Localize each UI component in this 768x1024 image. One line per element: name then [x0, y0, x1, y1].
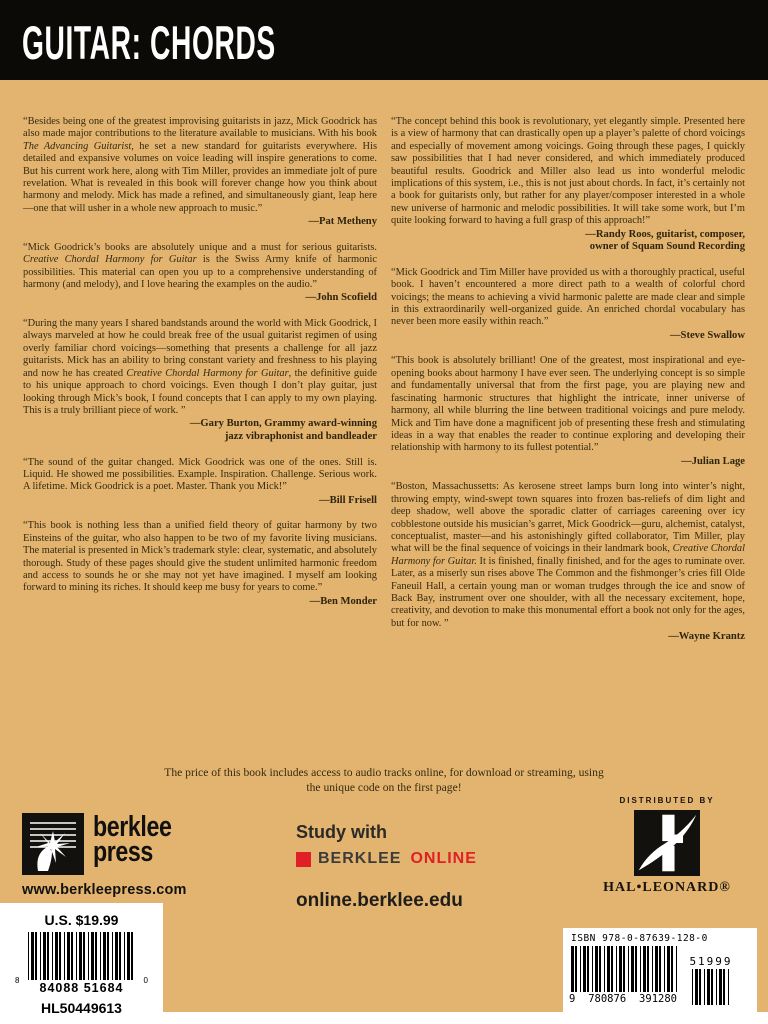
quote-text: “The concept behind this book is revolutionary, yet elegantly simple. Presented here is a view of harmony that can drastically open up a player’s palette of chord voicings and especially of movement among voicings. Going through these pages, I quickly saw possibilities that I had never considered, and which immediately produced beautiful results. Goodrick and Miller also lead us into wonderful melodic implications of this system, i.e., this is not just about chords. In fact, it’s certainly not a book for guitarists only, but rather for any player/composer interested in a whole new universe of harmonic and melodic possibilities. It will take some work, but I’m quite looking forward to having a full grasp of this approach!”	[391, 116, 745, 227]
berklee-online-url: online.berklee.edu	[296, 890, 463, 911]
quote-block	[391, 116, 745, 254]
quote-text: “Boston, Massachussetts: As kerosene street lamps burn long into winter’s night, throwing empty, wind-swept town squares into frozen bas-reliefs of dim light and deep shadow, well above the sporadic clatter of carriages careening over icy cobblestone outside his musician’s garret, Mick Goodrick—guru, alchemist, catalyst, conceptualist, master—and his astonishingly gifted collaborator, Tim Miller, play what will be the final sequence of voicings in their landmark book, Creative Chordal Harmony for Guitar. It is finished, finally finished, and for the ages to ruminate over. Later, as a miserly sun rises above The Common and the fishmonger’s cries fill Olde Faneuil Hall, a certain young man or woman trudges through the ice and snow of Back Bay, instrument over one shoulder, with all the necessary excitement, hope, creativity, and devotion to make this monumental effort a book not only for the ages, but for now. ”	[391, 481, 745, 629]
hal-leonard-block	[597, 796, 737, 896]
hal-leonard-logo-icon	[634, 810, 700, 876]
quote-block	[23, 242, 377, 305]
quote-text: “Mick Goodrick’s books are absolutely unique and a must for serious guitarists. Creative Chordal Harmony for Guitar is the Swiss Army knife of harmonic possibilities. This material can open you up to a comprehensive understanding of harmony (and melody), and I love hearing the examples on the audio.”	[23, 241, 377, 291]
quote-attribution: —Steve Swallow	[669, 329, 745, 341]
quote-block	[391, 481, 745, 643]
audio-access-note	[0, 766, 768, 796]
quote-attribution: —Bill Frisell	[319, 494, 377, 506]
quotes-column-right	[391, 116, 745, 657]
price-label: U.S. $19.99	[44, 912, 119, 928]
ean-barcode	[569, 946, 677, 992]
quote-attribution: —Gary Burton, Grammy award-winning jazz vibraphonist and bandleader	[189, 418, 377, 442]
berklee-press-wordmark-line2: press	[93, 836, 153, 868]
distributed-by-label: DISTRIBUTED BY	[619, 796, 715, 805]
upc-left-digit: 8	[15, 976, 20, 985]
audio-access-note-text: The price of this book includes access to audio tracks online, for download or streaming, using the unique code on the first page!	[164, 766, 604, 794]
ean-addon-digits: 51999	[689, 955, 733, 968]
berklee-press-block	[22, 813, 212, 898]
quote-block	[23, 520, 377, 608]
quote-attribution: —Wayne Krantz	[668, 631, 745, 643]
ean-digit-group-2: 780876	[588, 993, 627, 1005]
quote-block	[23, 457, 377, 508]
page-title: GUITAR: CHORDS	[22, 16, 276, 69]
quote-text: “During the many years I shared bandstands around the world with Mick Goodrick, I always marveled at how he could break free of the usual guitarist regimen of using overly familiar chord voicings—something that presents a challenge for all jazz guitarists. Mick has an ability to bring constant variety and freshness to his playing and now he has created Creative Chordal Harmony for Guitar, the definitive guide to his unique approach to chord voicings. Even though I don’t play guitar, just looking through Mick’s book, I found concepts that I can apply to my own playing. This is a truly brilliant piece of work. ”	[23, 318, 377, 416]
berklee-press-website: www.berkleepress.com	[22, 882, 187, 898]
berklee-online-square-icon	[296, 852, 311, 867]
berklee-online-brand-right: ONLINE	[410, 850, 477, 867]
quote-block	[23, 318, 377, 443]
ean-digit-group-1: 9	[569, 993, 576, 1005]
price-barcode-box	[0, 903, 163, 1024]
berklee-press-wordmark	[93, 811, 172, 868]
berklee-press-wordmark-line1: berklee	[93, 811, 172, 843]
quote-text: “Besides being one of the greatest improvising guitarists in jazz, Mick Goodrick has also made major contributions to the literature available to musicians. With his book The Advancing Guitarist, he set a new standard for guitarists everywhere. His detailed and expansive volumes on voice leading will inspire generations to come. But his current work here, along with Tim Miller, provides an immediate jolt of pure revelation. What is revealed in this book will forever change how you think about harmony and melody. Mick has made a refined, and simultaneously giant, leap here—one that will usher in a whole new approach to music.”	[23, 116, 377, 214]
quote-attribution: —Ben Monder	[309, 595, 377, 607]
upc-barcode	[23, 932, 141, 980]
ean-digit-group-3: 391280	[639, 993, 677, 1005]
quote-block	[391, 267, 745, 343]
title-band	[0, 0, 768, 80]
berklee-online-brand-left: BERKLEE	[318, 850, 402, 867]
quote-attribution: —Randy Roos, guitarist, composer, owner of Squam Sound Recording	[585, 228, 745, 253]
quote-text: “This book is nothing less than a unified field theory of guitar harmony by two Einsteins of the guitar, who also happen to be two of my favorite living musicians. The material is presented in Mick’s trademark style: clear, systematic, and absolutely thorough. Study of these pages should give the student unlimited harmonic freedom and access to sounds he or she may not yet have imagined. I myself am looking forward to mining its riches. It should keep me busy for years to come.”	[23, 520, 377, 594]
berklee-press-logo-icon	[22, 813, 84, 875]
upc-digits: 84088 51684	[39, 981, 124, 995]
isbn-label: ISBN 978-0-87639-128-0	[571, 933, 708, 944]
upc-right-digit: 0	[143, 976, 148, 985]
hal-leonard-wordmark: HAL•LEONARD®	[603, 880, 731, 895]
quotes-column-left	[23, 116, 377, 657]
berklee-online-block	[296, 822, 477, 912]
hl-catalog-number: HL50449613	[41, 1000, 122, 1016]
berklee-online-logo	[296, 850, 477, 868]
ean-digits	[569, 993, 677, 1005]
testimonials-section	[23, 116, 745, 657]
quote-attribution: —Pat Metheny	[308, 216, 377, 228]
quote-attribution: —John Scofield	[305, 292, 377, 304]
study-with-label: Study with	[296, 822, 387, 842]
isbn-barcode-box	[563, 928, 757, 1024]
quote-text: “Mick Goodrick and Tim Miller have provided us with a thoroughly practical, useful book. I haven’t encountered a more direct path to a wealth of colorful chord voicings; the means to achieving a vivid harmonic palette are made clear and simple in this extraordinarily well-organized guide. An enriched chordal vocabulary has never been more easily within reach.”	[391, 266, 745, 328]
quote-block	[23, 116, 377, 229]
quote-text: “This book is absolutely brilliant! One of the greatest, most inspirational and eye-opening books about harmony I have ever seen. The underlying concept is so simple and fundamentally universal that from the first page, you are playing new and fascinating harmonic structures that highlight the intricate, inner universe of harmony, all while blurring the line between traditional voicings and pure melody. Mick and Tim have done a magnificent job of presenting these fresh and stimulating ideas in a way that enables the reader to continue exploring and developing their relationship with harmony to its fullest potential.”	[391, 355, 745, 454]
quote-text: “The sound of the guitar changed. Mick Goodrick was one of the ones. Still is. Liquid. He showed me possibilities. Example. Inspiration. Challenge. Serious work. A lifetime. Mick Goodrick is a poet. Master. Thank you Mick!”	[23, 456, 377, 493]
quote-attribution: —Julian Lage	[681, 455, 745, 467]
ean-addon-barcode	[685, 969, 737, 1005]
quote-block	[391, 355, 745, 468]
